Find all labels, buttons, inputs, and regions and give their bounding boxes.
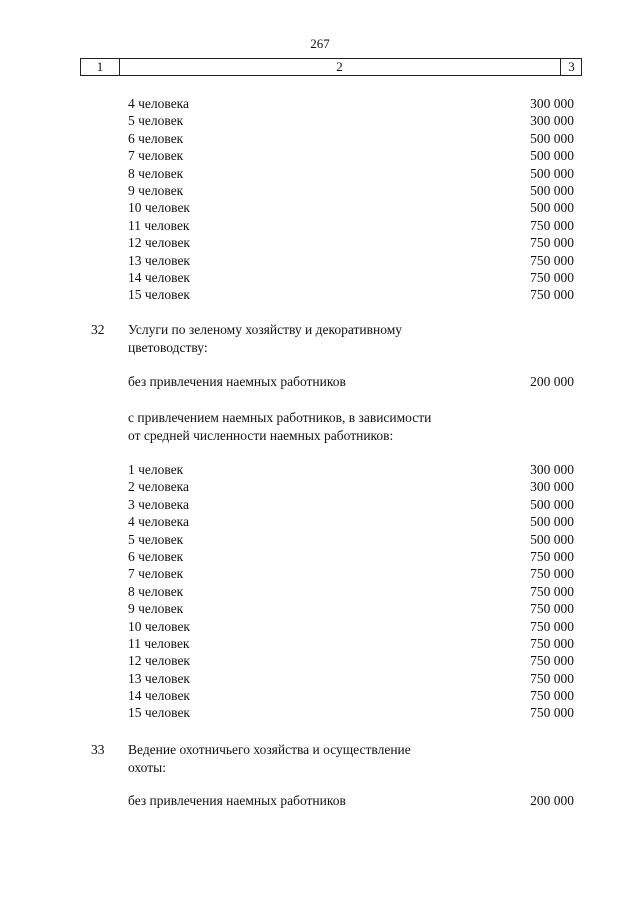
row-value: 300 000 (530, 479, 574, 495)
row-label: без привлечения наемных работников (128, 374, 346, 389)
item-title-line: охоты: (128, 760, 166, 775)
table-row (0, 618, 640, 635)
row-value: 500 000 (530, 148, 574, 164)
row-value: 750 000 (530, 601, 574, 617)
row-label: 2 человека (128, 479, 190, 495)
column-header-2: 2 (119, 59, 561, 75)
row-value: 750 000 (530, 548, 574, 564)
heading-line: от средней численности наемных работников: (128, 428, 394, 443)
table-row (0, 199, 640, 216)
table-row (0, 670, 640, 687)
row-label: 12 человек (128, 653, 190, 669)
row-label: 7 человек (128, 566, 184, 582)
row-value: 500 000 (530, 165, 574, 181)
row-label: 6 человек (128, 548, 184, 564)
row-label: 11 человек (128, 217, 190, 233)
row-label: 5 человек (128, 531, 184, 547)
table-row (0, 548, 640, 565)
table-row (0, 531, 640, 548)
table-row (0, 687, 640, 704)
row-label: 14 человек (128, 688, 190, 704)
row-label: без привлечения наемных работников (128, 793, 346, 808)
table-row (0, 635, 640, 652)
with-workers-heading (128, 409, 488, 445)
item-number: 32 (91, 322, 105, 337)
item-title (128, 741, 488, 777)
heading-line: с привлечением наемных работников, в зависимости (128, 410, 432, 425)
row-value: 750 000 (530, 705, 574, 721)
row-label: 11 человек (128, 635, 190, 651)
table-row (0, 461, 640, 478)
row-value: 750 000 (530, 583, 574, 599)
row-value: 750 000 (530, 252, 574, 268)
row-label: 1 человек (128, 462, 184, 477)
row-value: 750 000 (530, 566, 574, 582)
row-value: 500 000 (530, 130, 574, 146)
row-value: 500 000 (530, 496, 574, 512)
row-label: 5 человек (128, 113, 184, 129)
row-value: 200 000 (530, 374, 574, 389)
row-label: 15 человек (128, 287, 190, 303)
table-row (0, 565, 640, 582)
table-row (0, 147, 640, 164)
row-label: 8 человек (128, 583, 184, 599)
column-header-1: 1 (81, 59, 120, 75)
table-row (0, 182, 640, 199)
column-header-3: 3 (568, 59, 575, 74)
item-title-line: Услуги по зеленому хозяйству и декоративному (128, 322, 403, 337)
row-value: 500 000 (530, 531, 574, 547)
table-row (0, 600, 640, 617)
row-value: 750 000 (530, 635, 574, 651)
row-label: 4 человека (128, 514, 190, 530)
row-value: 750 000 (530, 287, 574, 303)
page-number: 267 (310, 36, 330, 51)
table-row (0, 286, 640, 303)
row-value: 750 000 (530, 235, 574, 251)
table-row (0, 112, 640, 129)
row-label: 13 человек (128, 252, 190, 268)
row-label: 13 человек (128, 670, 190, 686)
row-value: 750 000 (530, 618, 574, 634)
row-label: 14 человек (128, 269, 190, 285)
row-label: 9 человек (128, 601, 184, 617)
table-row (0, 217, 640, 234)
row-value: 750 000 (530, 653, 574, 669)
table-row (0, 130, 640, 147)
row-label: 10 человек (128, 618, 190, 634)
no-workers-row (0, 792, 640, 809)
table-row (0, 583, 640, 600)
row-value: 200 000 (530, 793, 574, 808)
item-number: 33 (91, 742, 105, 757)
worker-count-list (0, 461, 640, 722)
table-row (0, 234, 640, 251)
table-row (0, 652, 640, 669)
row-label: 3 человека (128, 496, 190, 512)
row-label: 7 человек (128, 148, 184, 164)
no-workers-row (0, 373, 640, 390)
item-title-line: Ведение охотничьего хозяйства и осуществление (128, 742, 411, 757)
table-row (0, 513, 640, 530)
table-row (0, 478, 640, 495)
row-value: 750 000 (530, 217, 574, 233)
column-header-table (80, 58, 582, 76)
continued-worker-list (0, 95, 640, 304)
row-value: 300 000 (530, 462, 574, 477)
table-row (0, 269, 640, 286)
table-row (0, 95, 640, 112)
table-row (0, 496, 640, 513)
row-label: 6 человек (128, 130, 184, 146)
row-value: 300 000 (530, 96, 574, 111)
row-value: 750 000 (530, 688, 574, 704)
row-value: 750 000 (530, 670, 574, 686)
row-value: 300 000 (530, 113, 574, 129)
row-label: 9 человек (128, 182, 184, 198)
row-label: 4 человека (128, 96, 190, 111)
row-label: 15 человек (128, 705, 190, 721)
table-row (0, 165, 640, 182)
table-row (0, 704, 640, 721)
item-title (128, 321, 488, 357)
row-label: 8 человек (128, 165, 184, 181)
row-value: 500 000 (530, 182, 574, 198)
row-value: 750 000 (530, 269, 574, 285)
item-title-line: цветоводству: (128, 340, 208, 355)
row-value: 500 000 (530, 200, 574, 216)
row-label: 12 человек (128, 235, 190, 251)
table-row (0, 252, 640, 269)
row-value: 500 000 (530, 514, 574, 530)
row-label: 10 человек (128, 200, 190, 216)
